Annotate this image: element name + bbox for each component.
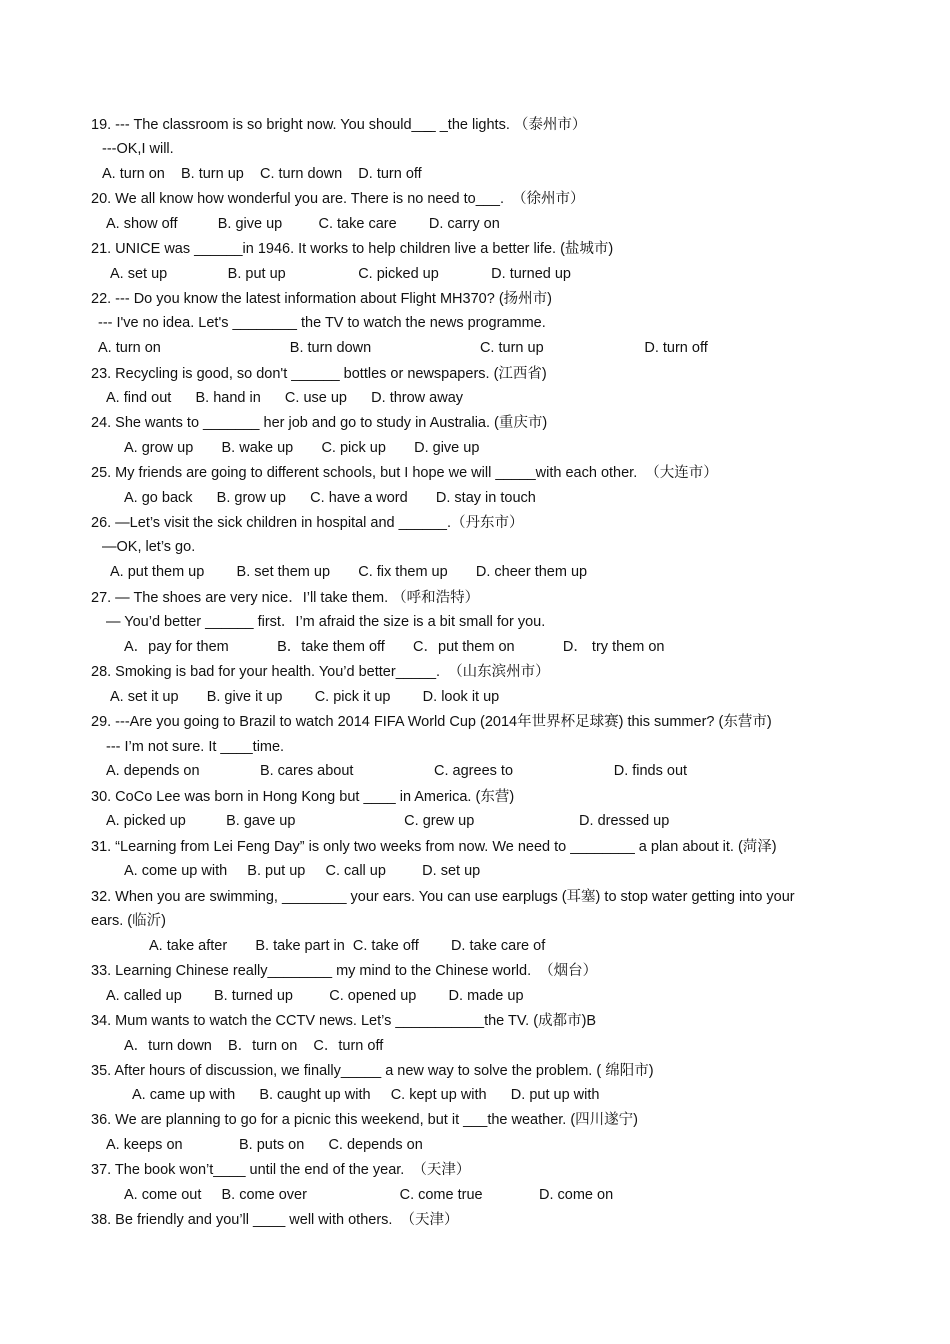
q37-options: A. come out B. come over C. come true D. come on <box>124 1187 614 1203</box>
q24-question: 24. She wants to _______ her job and go to study in Australia. (重庆市) <box>91 415 548 431</box>
q32-options: A. take after B. take part in C. take off D. take care of <box>149 938 546 954</box>
q29-reply: --- I’m not sure. It ____time. <box>106 739 285 755</box>
q26-question: 26. —Let’s visit the sick children in hospital and ______.（丹东市） <box>91 515 524 531</box>
q19-options: A. turn on B. turn up C. turn down D. turn off <box>102 166 422 182</box>
q33-question: 33. Learning Chinese really________ my mind to the Chinese world. （烟台） <box>91 963 598 979</box>
q34-question: 34. Mum wants to watch the CCTV news. Let’s ___________the TV. (成都市)B <box>91 1013 597 1029</box>
q20-options: A. show off B. give up C. take care D. carry on <box>106 216 500 232</box>
q21-question: 21. UNICE was ______in 1946. It works to help children live a better life. (盐城市) <box>91 241 614 257</box>
q35-options: A. came up with B. caught up with C. kept up with D. put up with <box>132 1087 600 1103</box>
q23-question: 23. Recycling is good, so don't ______ bottles or newspapers. (江西省) <box>91 366 547 382</box>
q23-options: A. find out B. hand in C. use up D. throw away <box>106 390 464 406</box>
q31-options: A. come up with B. put up C. call up D. set up <box>124 863 481 879</box>
q27-question: 27. — The shoes are very nice．I’ll take them. （呼和浩特） <box>91 590 480 606</box>
q32-question: 32. When you are swimming, ________ your ears. You can use earplugs (耳塞) to stop water getting into your <box>91 889 795 905</box>
q22-reply: --- I've no idea. Let's ________ the TV to watch the news programme. <box>98 315 546 331</box>
q25-options: A. go back B. grow up C. have a word D. stay in touch <box>124 490 536 506</box>
q26-reply: —OK, let’s go. <box>102 539 196 555</box>
q21-options: A. set up B. put up C. picked up D. turned up <box>110 266 571 282</box>
q22-question: 22. --- Do you know the latest information about Flight MH370? (扬州市) <box>91 291 552 307</box>
q20-question: 20. We all know how wonderful you are. There is no need to___. （徐州市） <box>91 191 585 207</box>
q28-options: A. set it up B. give it up C. pick it up D. look it up <box>110 689 500 705</box>
q28-question: 28. Smoking is bad for your health. You’d better_____. （山东滨州市） <box>91 664 550 680</box>
q30-options: A. picked up B. gave up C. grew up D. dressed up <box>106 813 670 829</box>
q22-options: A. turn on B. turn down C. turn up D. turn off <box>98 340 708 356</box>
q29-options: A. depends on B. cares about C. agrees to D. finds out <box>106 763 688 779</box>
q38-question: 38. Be friendly and you’ll ____ well with others. （天津） <box>91 1212 459 1228</box>
q24-options: A. grow up B. wake up C. pick up D. give up <box>124 440 480 456</box>
q31-question: 31. “Learning from Lei Feng Day” is only two weeks from now. We need to ________ a plan about it. (菏泽) <box>91 839 777 855</box>
q34-options: A．turn down B．turn on C．turn off <box>124 1038 384 1054</box>
q36-options: A. keeps on B. puts on C. depends on <box>106 1137 423 1153</box>
q37-question: 37. The book won’t____ until the end of the year. （天津） <box>91 1162 471 1178</box>
q25-question: 25. My friends are going to different schools, but I hope we will _____with each other. （大连市） <box>91 465 718 481</box>
q29-question: 29. ---Are you going to Brazil to watch 2014 FIFA World Cup (2014年世界杯足球赛) this summer? (东营市) <box>91 714 772 730</box>
q35-question: 35. After hours of discussion, we finally_____ a new way to solve the problem. ( 绵阳市) <box>91 1063 654 1079</box>
q32-question-cont: ears. (临沂) <box>91 913 166 929</box>
q26-options: A. put them up B. set them up C. fix them up D. cheer them up <box>110 564 588 580</box>
q19-question: 19. --- The classroom is so bright now. You should__̲_ _the lights. （泰州市） <box>91 117 587 133</box>
q27-reply: — You’d better ______ first．I’m afraid the size is a bit small for you. <box>106 614 546 630</box>
q33-options: A. called up B. turned up C. opened up D. made up <box>106 988 524 1004</box>
q30-question: 30. CoCo Lee was born in Hong Kong but ____ in America. (东营) <box>91 789 515 805</box>
q36-question: 36. We are planning to go for a picnic this weekend, but it ___the weather. (四川遂宁) <box>91 1112 638 1128</box>
q27-options: A．pay for them B．take them off C．put them on D． try them on <box>124 639 665 655</box>
q19-reply: ---OK,I will. <box>102 141 174 157</box>
